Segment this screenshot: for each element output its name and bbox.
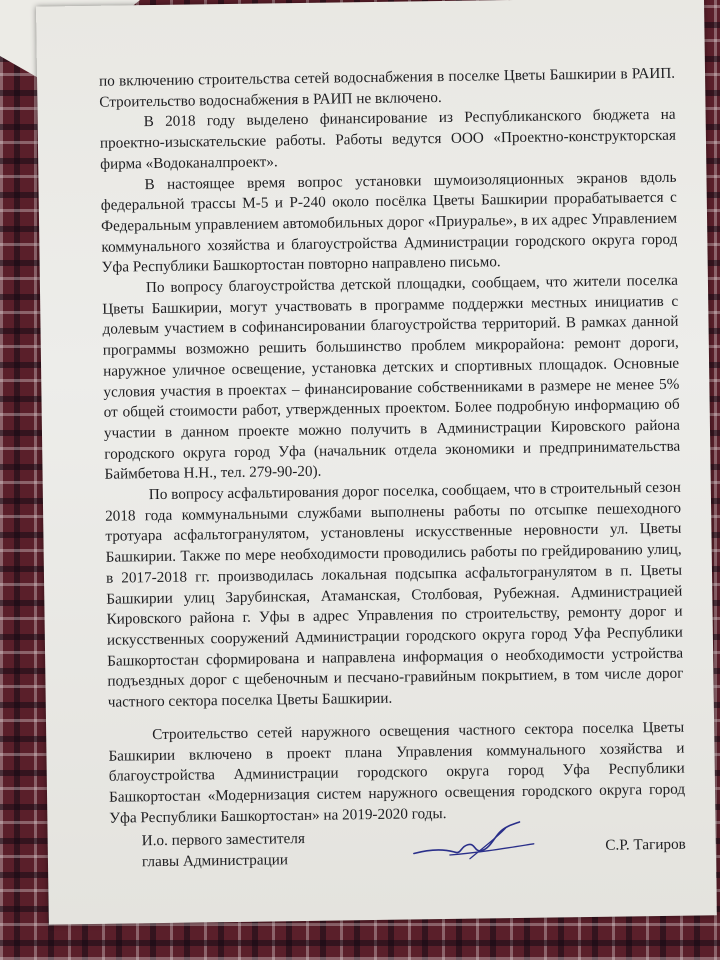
paragraph-road-paving: По вопросу асфальтирования дорог поселка, сообщаем, что в строительный сезон 2018 года коммунальными службами выполнены работы по отсыпке пешеходного тротуара асфальтогранулятом, установлены искусственные неровности ул. Цветы Башкирии. Также по мере необходимости проводились работы по грейдированию улиц, в 2017-2018 гг. производилась локальная подсыпка асфальтогранулятом в п. Цветы Башкирии улиц Зарубинская, Атаманская, Столбовая, Рубежная. Администрацией Кировского района г. Уфы в адрес Управления по строительству, ремонту дорог и искусственных сооружений Администрации городского округа город Уфа Республики Башкортостан сформирована и направлена информация о необходимости устройства подъездных дорог с щебеночным и песчано-гравийным покрытием, в том числе дорог частного сектора поселка Цветы Башкирии. [105, 478, 684, 711]
paragraph-financing: В 2018 году выделено финансирование из Республиканского бюджета на проектно-изыскательские работы. Работы ведутся ООО «Проектно-конструкторская фирма «Водоканалпроект». [99, 106, 677, 173]
signatory-name: С.Р. Тагиров [605, 835, 686, 854]
paragraph-noise-barriers: В настоящее время вопрос установки шумоизоляционных экранов вдоль федеральной трассы М-5 и Р-240 около посёлка Цветы Башкирии прорабатывается с Федеральным управлением автомобильных дорог «Приуралье», в их адрес Управлением коммунального хозяйства и благоустройства Администрации городского округа город Уфа Республики Башкортостан повторно направлено письмо. [100, 168, 678, 277]
signatory-title [142, 829, 306, 873]
signature-block [110, 824, 687, 872]
paragraph-water-supply: по включению строительства сетей водоснабжения в поселке Цветы Башкирии в РАИП. Строительство водоснабжения в РАИП не включено. [98, 64, 676, 111]
paragraph-street-lighting: Строительство сетей наружного освещения частного сектора поселка Цветы Башкирии включено в проект плана Управления коммунального хозяйства и благоустройства Администрации городского округа город Уфа Республики Башкортостан «Модернизация систем наружного освещения городского округа город Уфа Республики Башкортостан» на 2019-2020 годы. [108, 718, 686, 827]
signatory-title-line1: И.о. первого заместителя [141, 829, 306, 850]
signatory-title-line2: главы Администрации [141, 850, 289, 870]
letter-page [36, 0, 717, 925]
handwritten-signature [409, 818, 540, 870]
paragraph-playground: По вопросу благоустройства детской площадки, сообщаем, что жители поселка Цветы Башкирии, могут участвовать в программе поддержки местных инициатив с долевым участием в софинансировании благоустройства территорий. В рамках данной программы возможно решить большинство проблем микрорайона: ремонт дороги, наружное уличное освещение, установка детских и спортивных площадок. Основные условия участия в проектах – финансирование собственниками в размере не менее 5% от общей стоимости работ, утвержденных проектом. Более подробную информацию об участии в данном проекте можно получить в Администрации Кировского района городского округа город Уфа (начальник отдела экономики и предпринимательства Баймбетова Н.Н., тел. 279-90-20). [102, 271, 681, 484]
letter-body [99, 64, 686, 829]
